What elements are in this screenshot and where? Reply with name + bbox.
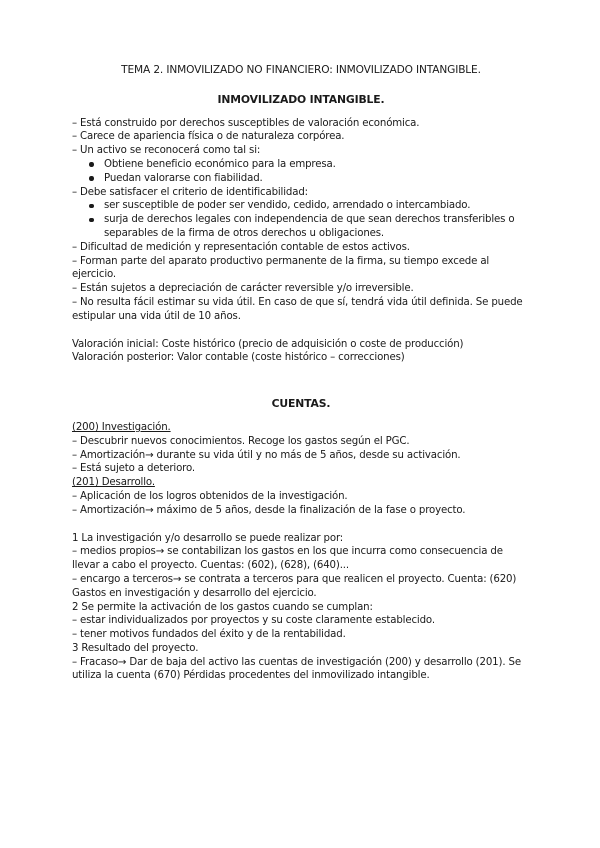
- text-line: – Aplicación de los logros obtenidos de la investigación.: [72, 490, 348, 502]
- document-title: TEMA 2. INMOVILIZADO NO FINANCIERO: INMOVILIZADO INTANGIBLE.: [121, 64, 481, 76]
- section-heading-inmovilizado: INMOVILIZADO INTANGIBLE.: [217, 92, 385, 106]
- text-line: – Un activo se reconocerá como tal si:: [72, 145, 261, 157]
- list-item: surja de derechos legales con independencia de que sean derechos transferibles o separables de la firma de otros derechos u obligaciones.: [72, 213, 530, 241]
- text-line: – Está sujeto a deterioro.: [72, 463, 195, 475]
- text-line: – Forman parte del aparato productivo permanente de la firma, su tiempo excede al ejercicio.: [72, 255, 490, 281]
- spacer: [72, 365, 530, 397]
- text-line: – Fracaso→ Dar de baja del activo las cuentas de investigación (200) y desarrollo (201). Se utiliza la cuenta (670) Pérdidas procedentes del inmovilizado intangible.: [72, 656, 521, 682]
- text-line: – Amortización→ durante su vida útil y no más de 5 años, desde su activación.: [72, 449, 461, 461]
- identifiability-list: [72, 199, 530, 240]
- text-line: – Debe satisfacer el criterio de identificabilidad:: [72, 186, 308, 198]
- spacer: [72, 518, 530, 532]
- text-line: 3 Resultado del proyecto.: [72, 642, 199, 654]
- text-line: – Descubrir nuevos conocimientos. Recoge los gastos según el PGC.: [72, 435, 410, 447]
- account-title-investigacion: (200) Investigación.: [72, 421, 171, 433]
- text-line: 1 La investigación y/o desarrollo se puede realizar por:: [72, 532, 344, 544]
- text-line: – encargo a terceros→ se contrata a terceros para que realicen el proyecto. Cuenta: (620) Gastos en investigación y desarrollo del ejercicio.: [72, 573, 517, 599]
- text-line: – medios propios→ se contabilizan los gastos en los que incurra como consecuencia de llevar a cabo el proyecto. Cuentas: (602), (628), (640)...: [72, 546, 503, 572]
- text-line: – tener motivos fundados del éxito y de la rentabilidad.: [72, 629, 346, 641]
- text-line: – Dificultad de medición y representación contable de estos activos.: [72, 241, 410, 253]
- text-line: – Amortización→ máximo de 5 años, desde la finalización de la fase o proyecto.: [72, 504, 466, 516]
- text-line: – Están sujetos a depreciación de carácter reversible y/o irreversible.: [72, 283, 414, 295]
- text-line: – No resulta fácil estimar su vida útil. En caso de que sí, tendrá vida útil definida. Se puede estipular una vida útil de 10 años.: [72, 296, 523, 322]
- list-item: Obtiene beneficio económico para la empresa.: [72, 158, 530, 172]
- spacer: [72, 324, 530, 338]
- text-line: – Carece de apariencia física o de naturaleza corpórea.: [72, 131, 345, 143]
- recognition-criteria-list: [72, 158, 530, 186]
- list-item: ser susceptible de poder ser vendido, cedido, arrendado o intercambiado.: [72, 199, 530, 213]
- valoracion-posterior: Valoración posterior: Valor contable (coste histórico – correcciones): [72, 352, 405, 364]
- valoracion-inicial: Valoración inicial: Coste histórico (precio de adquisición o coste de producción): [72, 338, 464, 350]
- text-line: – Está construido por derechos susceptibles de valoración económica.: [72, 117, 420, 129]
- text-line: – estar individualizados por proyectos y su coste claramente establecido.: [72, 615, 435, 627]
- text-line: 2 Se permite la activación de los gastos cuando se cumplan:: [72, 601, 373, 613]
- list-item: Puedan valorarse con fiabilidad.: [72, 172, 530, 186]
- section-heading-cuentas: CUENTAS.: [271, 397, 331, 411]
- account-title-desarrollo: (201) Desarrollo.: [72, 477, 155, 489]
- document-page: [72, 64, 530, 683]
